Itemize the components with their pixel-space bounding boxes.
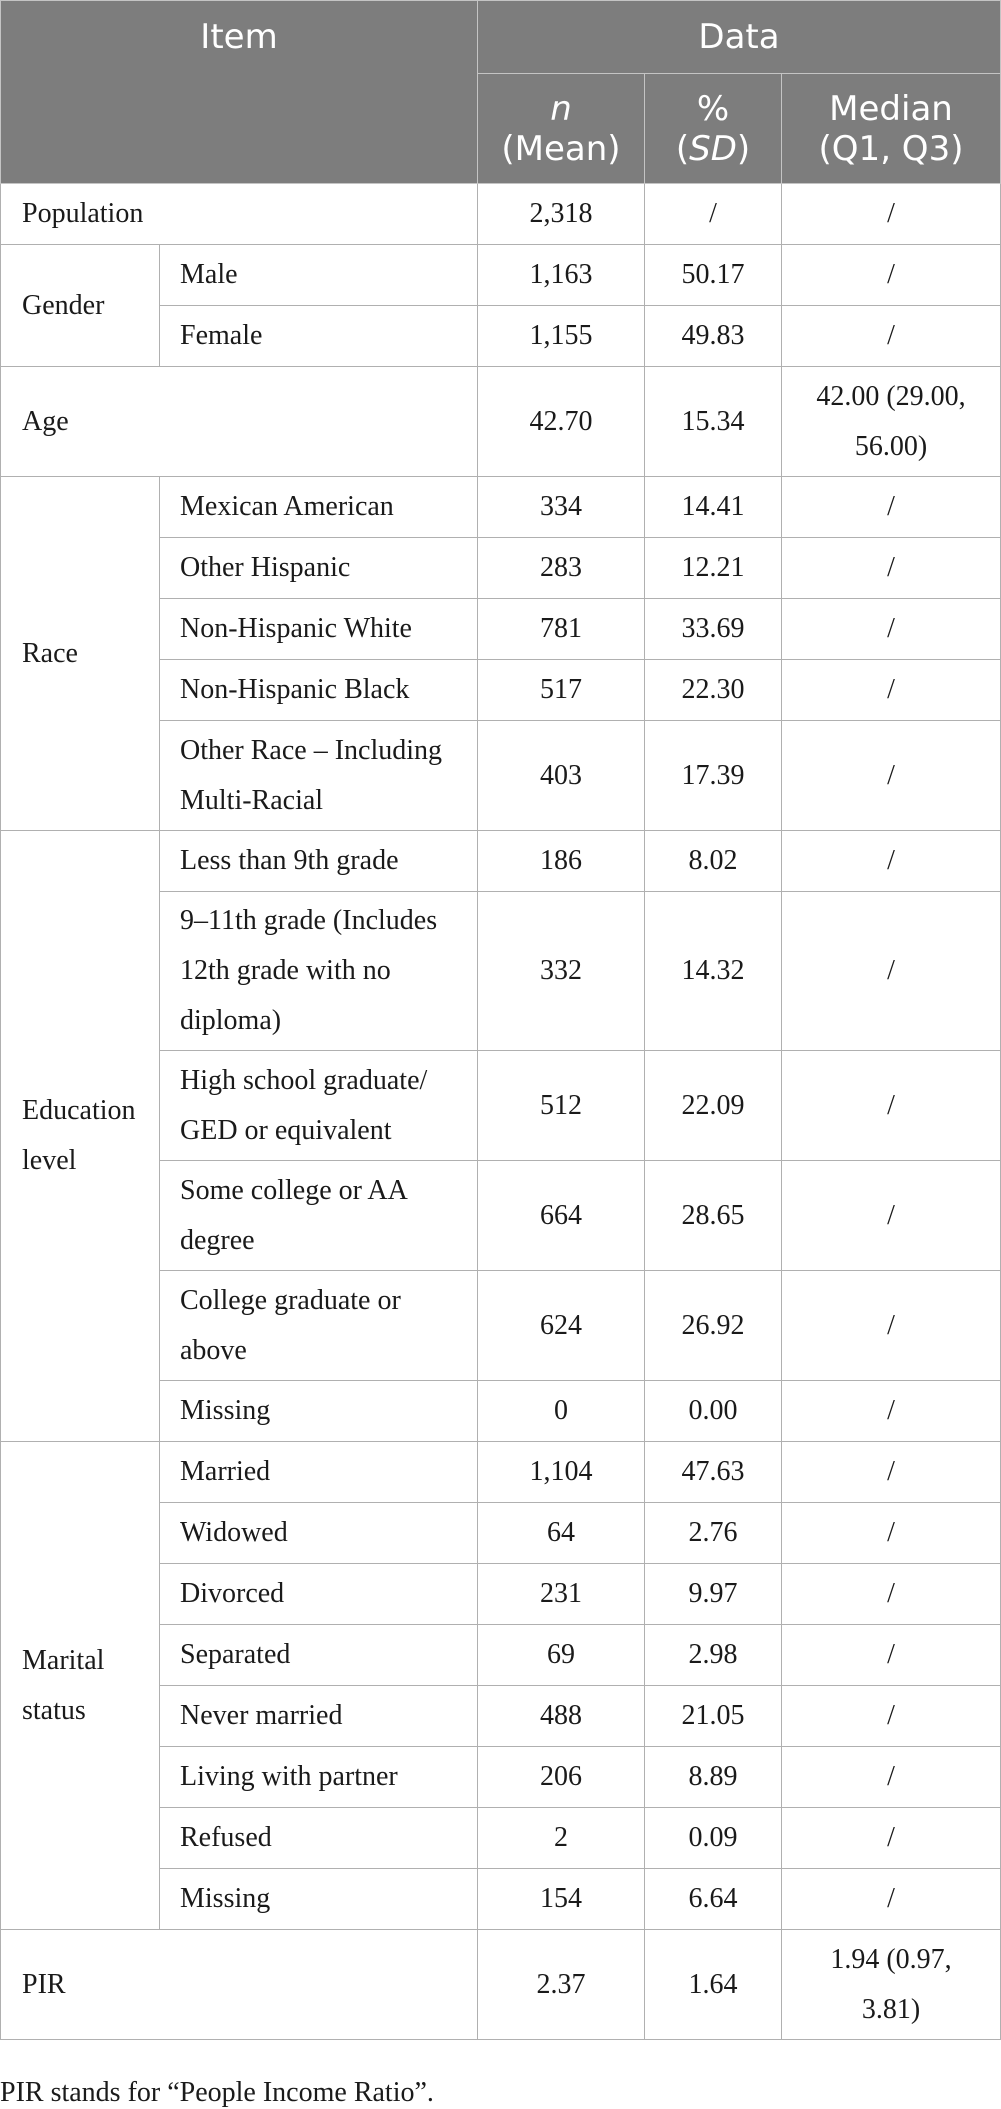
row-label: Other Hispanic	[160, 538, 478, 599]
cell-pct: 14.41	[645, 477, 782, 538]
table-row	[1, 831, 1001, 892]
cell-median: /	[782, 477, 1001, 538]
row-label: Female	[160, 306, 478, 367]
cell-n: 2	[478, 1808, 645, 1869]
cell-n: 1,104	[478, 1442, 645, 1503]
row-label: Missing	[160, 1381, 478, 1442]
row-label: Age	[1, 367, 478, 477]
cell-n: 624	[478, 1271, 645, 1381]
cell-n: 664	[478, 1161, 645, 1271]
cell-pct: 6.64	[645, 1869, 782, 1930]
cell-n: 2.37	[478, 1930, 645, 2040]
row-label: Refused	[160, 1808, 478, 1869]
cell-median: /	[782, 1271, 1001, 1381]
cell-median: /	[782, 1051, 1001, 1161]
cell-median: /	[782, 245, 1001, 306]
table-row	[1, 1442, 1001, 1503]
row-label: Male	[160, 245, 478, 306]
cell-n: 1,155	[478, 306, 645, 367]
cell-median: /	[782, 892, 1001, 1051]
cell-median: /	[782, 831, 1001, 892]
cell-median: /	[782, 660, 1001, 721]
cell-n: 512	[478, 1051, 645, 1161]
row-label: Less than 9th grade	[160, 831, 478, 892]
cell-pct: 8.02	[645, 831, 782, 892]
cell-pct: 49.83	[645, 306, 782, 367]
header-pct-sd: % (SD)	[645, 74, 782, 184]
cell-pct: 17.39	[645, 721, 782, 831]
cell-n: 283	[478, 538, 645, 599]
cell-median: /	[782, 599, 1001, 660]
table-row	[1, 184, 1001, 245]
cell-median: /	[782, 1161, 1001, 1271]
cell-median: /	[782, 1869, 1001, 1930]
cell-median: /	[782, 1442, 1001, 1503]
row-label: Non-Hispanic White	[160, 599, 478, 660]
row-label: Living with partner	[160, 1747, 478, 1808]
cell-pct: 2.98	[645, 1625, 782, 1686]
group-label: Marital status	[1, 1442, 160, 1930]
cell-n: 403	[478, 721, 645, 831]
header-n-mean: n (Mean)	[478, 74, 645, 184]
row-label: 9–11th grade (Includes 12th grade with no diploma)	[160, 892, 478, 1051]
row-label: College graduate or above	[160, 1271, 478, 1381]
row-label: Missing	[160, 1869, 478, 1930]
row-label: Never married	[160, 1686, 478, 1747]
row-label: Separated	[160, 1625, 478, 1686]
cell-median: /	[782, 1686, 1001, 1747]
cell-n: 517	[478, 660, 645, 721]
cell-median: /	[782, 1564, 1001, 1625]
row-label: Widowed	[160, 1503, 478, 1564]
cell-pct: 33.69	[645, 599, 782, 660]
cell-n: 186	[478, 831, 645, 892]
cell-median: 42.00 (29.00, 56.00)	[782, 367, 1001, 477]
cell-pct: 12.21	[645, 538, 782, 599]
cell-n: 231	[478, 1564, 645, 1625]
row-label: Non-Hispanic Black	[160, 660, 478, 721]
row-label: Divorced	[160, 1564, 478, 1625]
row-label: Married	[160, 1442, 478, 1503]
cell-n: 1,163	[478, 245, 645, 306]
cell-n: 2,318	[478, 184, 645, 245]
cell-median: /	[782, 1381, 1001, 1442]
row-label: PIR	[1, 1930, 478, 2040]
cell-pct: 28.65	[645, 1161, 782, 1271]
cell-n: 64	[478, 1503, 645, 1564]
cell-n: 206	[478, 1747, 645, 1808]
cell-pct: 15.34	[645, 367, 782, 477]
cell-median: /	[782, 1503, 1001, 1564]
header-data: Data	[478, 1, 1001, 74]
cell-pct: 2.76	[645, 1503, 782, 1564]
cell-pct: 0.09	[645, 1808, 782, 1869]
cell-pct: 9.97	[645, 1564, 782, 1625]
cell-median: /	[782, 721, 1001, 831]
group-label: Gender	[1, 245, 160, 367]
row-label: Mexican American	[160, 477, 478, 538]
cell-pct: 0.00	[645, 1381, 782, 1442]
cell-n: 42.70	[478, 367, 645, 477]
cell-pct: 22.30	[645, 660, 782, 721]
cell-median: 1.94 (0.97, 3.81)	[782, 1930, 1001, 2040]
cell-pct: 26.92	[645, 1271, 782, 1381]
header-median: Median (Q1, Q3)	[782, 74, 1001, 184]
group-label: Education level	[1, 831, 160, 1442]
cell-n: 69	[478, 1625, 645, 1686]
cell-pct: 50.17	[645, 245, 782, 306]
table-footnote: PIR stands for “People Income Ratio”.	[0, 2077, 434, 2108]
cell-pct: 47.63	[645, 1442, 782, 1503]
header-item: Item	[1, 1, 478, 184]
cell-n: 154	[478, 1869, 645, 1930]
row-label: Other Race – Including Multi-Racial	[160, 721, 478, 831]
row-label: High school graduate/ GED or equivalent	[160, 1051, 478, 1161]
cell-pct: 21.05	[645, 1686, 782, 1747]
cell-n: 781	[478, 599, 645, 660]
cell-n: 334	[478, 477, 645, 538]
table-row	[1, 477, 1001, 538]
row-label: Some college or AA degree	[160, 1161, 478, 1271]
table-row	[1, 367, 1001, 477]
cell-n: 488	[478, 1686, 645, 1747]
row-label: Population	[1, 184, 478, 245]
cell-n: 332	[478, 892, 645, 1051]
cell-median: /	[782, 1808, 1001, 1869]
table-row	[1, 1930, 1001, 2040]
cell-pct: 14.32	[645, 892, 782, 1051]
cell-median: /	[782, 538, 1001, 599]
cell-pct: /	[645, 184, 782, 245]
cell-pct: 1.64	[645, 1930, 782, 2040]
cell-median: /	[782, 184, 1001, 245]
cell-median: /	[782, 1747, 1001, 1808]
cell-median: /	[782, 306, 1001, 367]
cell-pct: 22.09	[645, 1051, 782, 1161]
cell-n: 0	[478, 1381, 645, 1442]
table-row	[1, 245, 1001, 306]
group-label: Race	[1, 477, 160, 831]
cell-pct: 8.89	[645, 1747, 782, 1808]
cell-median: /	[782, 1625, 1001, 1686]
